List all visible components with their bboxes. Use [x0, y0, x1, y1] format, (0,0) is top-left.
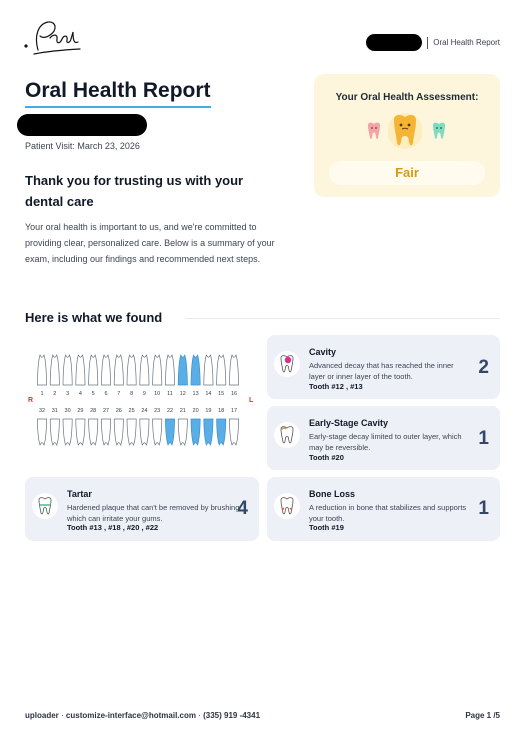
finding-teeth: Tooth #12 , #13 [309, 382, 363, 391]
lower-tooth-number-27: 27 [102, 408, 110, 414]
footer-dot: · [61, 711, 66, 720]
upper-tooth-6 [101, 355, 110, 385]
lower-tooth-number-20: 20 [192, 408, 199, 414]
lower-tooth-25 [127, 419, 136, 445]
lower-tooth-31 [50, 419, 59, 445]
lower-tooth-18 [217, 419, 226, 445]
upper-tooth-9 [140, 355, 149, 385]
lower-tooth-number-29: 29 [77, 408, 84, 414]
lower-tooth-number-31: 31 [51, 408, 58, 414]
upper-tooth-number-15: 15 [218, 391, 225, 397]
lower-tooth-22 [165, 419, 174, 445]
upper-tooth-number-10: 10 [154, 391, 161, 397]
upper-tooth-4 [76, 355, 85, 385]
cavity-tooth-icon [274, 351, 300, 377]
upper-tooth-14 [204, 355, 213, 385]
footer-contact [25, 711, 260, 720]
finding-count: 4 [237, 498, 248, 519]
lower-tooth-number-26: 26 [115, 408, 122, 414]
lower-tooth-number-28: 28 [90, 408, 97, 414]
upper-tooth-number-3: 3 [66, 391, 70, 397]
green-tooth-icon [431, 122, 447, 140]
finding-teeth: Tooth #13 , #18 , #20 , #22 [67, 523, 159, 532]
lower-tooth-23 [153, 419, 162, 445]
early-cavity-tooth-icon [274, 422, 300, 448]
lower-tooth-number-21: 21 [179, 408, 186, 414]
upper-tooth-8 [127, 355, 136, 385]
upper-tooth-number-6: 6 [104, 391, 108, 397]
header-right [366, 34, 500, 51]
lower-tooth-20 [191, 419, 200, 445]
finding-count: 1 [478, 428, 489, 449]
thank-you-heading: Thank you for trusting us with your dental care [25, 173, 244, 209]
finding-title: Cavity [309, 347, 337, 357]
upper-tooth-1 [37, 355, 46, 385]
finding-card-tartar[interactable] [25, 477, 259, 541]
lower-tooth-28 [89, 419, 98, 445]
finding-description: A reduction in bone that stabilizes and supports your tooth. [309, 503, 467, 523]
upper-tooth-15 [217, 355, 226, 385]
upper-tooth-number-11: 11 [167, 391, 173, 397]
upper-tooth-number-14: 14 [205, 391, 212, 397]
lower-tooth-number-25: 25 [128, 408, 135, 414]
pearl-logo [22, 16, 84, 60]
header-report-label: Oral Health Report [433, 38, 500, 47]
section-divider [185, 318, 500, 319]
finding-title: Bone Loss [309, 489, 356, 499]
chart-side-left: L [249, 397, 254, 404]
upper-tooth-number-12: 12 [179, 391, 186, 397]
lower-tooth-30 [63, 419, 72, 445]
header-divider [427, 37, 428, 49]
page-title: Oral Health Report [25, 79, 211, 108]
upper-tooth-12 [178, 355, 187, 385]
upper-tooth-number-1: 1 [40, 391, 44, 397]
assessment-rating: Fair [329, 161, 485, 185]
lower-tooth-26 [114, 419, 123, 445]
upper-tooth-number-5: 5 [91, 391, 95, 397]
redacted-patient-name-large [17, 114, 147, 136]
finding-description: Hardened plaque that can't be removed by brushing, which can irritate your gums. [67, 503, 242, 523]
finding-teeth: Tooth #20 [309, 453, 344, 462]
assessment-card [314, 74, 500, 197]
lower-tooth-27 [101, 419, 110, 445]
footer-email[interactable]: customize-interface@hotmail.com [65, 711, 196, 720]
finding-card-cavity[interactable] [267, 335, 500, 399]
lower-tooth-number-18: 18 [218, 408, 225, 414]
finding-description: Advanced decay that has reached the inner layer or inner layer of the tooth. [309, 361, 454, 381]
redacted-patient-name [366, 34, 422, 51]
finding-card-bone-loss[interactable] [267, 477, 500, 541]
upper-tooth-10 [153, 355, 162, 385]
tooth-chart [24, 345, 262, 453]
tartar-tooth-icon [32, 493, 58, 519]
upper-tooth-2 [50, 355, 59, 385]
finding-title: Tartar [67, 489, 92, 499]
footer-dot: · [198, 711, 204, 720]
yellow-tooth-icon [388, 112, 422, 150]
finding-description: Early-stage decay limited to outer layer, which may be reversible. [309, 432, 462, 452]
lower-tooth-24 [140, 419, 149, 445]
lower-tooth-number-32: 32 [38, 408, 46, 414]
upper-tooth-number-9: 9 [142, 391, 146, 397]
bone-loss-tooth-icon [274, 493, 300, 519]
intro-paragraph: Your oral health is important to us, and we're committed to providing clear, personalized care. Below is a summary of your exam, including our findings and recommended next steps. [25, 222, 275, 264]
finding-count: 1 [478, 498, 489, 519]
lower-tooth-number-24: 24 [141, 408, 148, 414]
finding-count: 2 [478, 357, 489, 378]
upper-tooth-5 [89, 355, 98, 385]
lower-tooth-19 [204, 419, 213, 445]
upper-tooth-11 [165, 355, 174, 385]
lower-tooth-29 [76, 419, 85, 445]
lower-tooth-number-19: 19 [205, 408, 212, 414]
finding-teeth: Tooth #19 [309, 523, 344, 532]
lower-tooth-number-17: 17 [230, 408, 238, 414]
upper-tooth-number-13: 13 [192, 391, 199, 397]
assessment-title: Your Oral Health Assessment: [335, 92, 479, 103]
lower-tooth-number-23: 23 [154, 408, 161, 414]
upper-tooth-number-8: 8 [130, 391, 134, 397]
patient-visit-date: Patient Visit: March 23, 2026 [25, 141, 140, 151]
footer-name: uploader [25, 711, 59, 720]
upper-tooth-13 [191, 355, 200, 385]
finding-card-early-cavity[interactable] [267, 406, 500, 470]
pink-tooth-icon [366, 122, 382, 140]
lower-tooth-21 [178, 419, 187, 445]
lower-tooth-number-30: 30 [64, 408, 71, 414]
lower-tooth-32 [37, 419, 46, 445]
findings-heading: Here is what we found [25, 310, 163, 325]
finding-title: Early-Stage Cavity [309, 418, 389, 428]
upper-tooth-16 [229, 355, 238, 385]
lower-tooth-number-22: 22 [166, 408, 174, 414]
page-number: Page 1 /5 [465, 711, 500, 720]
upper-tooth-number-7: 7 [117, 391, 121, 397]
upper-tooth-3 [63, 355, 72, 385]
chart-side-right: R [28, 397, 34, 404]
footer-phone[interactable]: (335) 919 -4341 [203, 711, 261, 720]
upper-tooth-number-2: 2 [53, 391, 57, 397]
upper-tooth-number-16: 16 [230, 391, 238, 397]
lower-tooth-17 [229, 419, 238, 445]
upper-tooth-number-4: 4 [78, 391, 82, 397]
upper-tooth-7 [114, 355, 123, 385]
